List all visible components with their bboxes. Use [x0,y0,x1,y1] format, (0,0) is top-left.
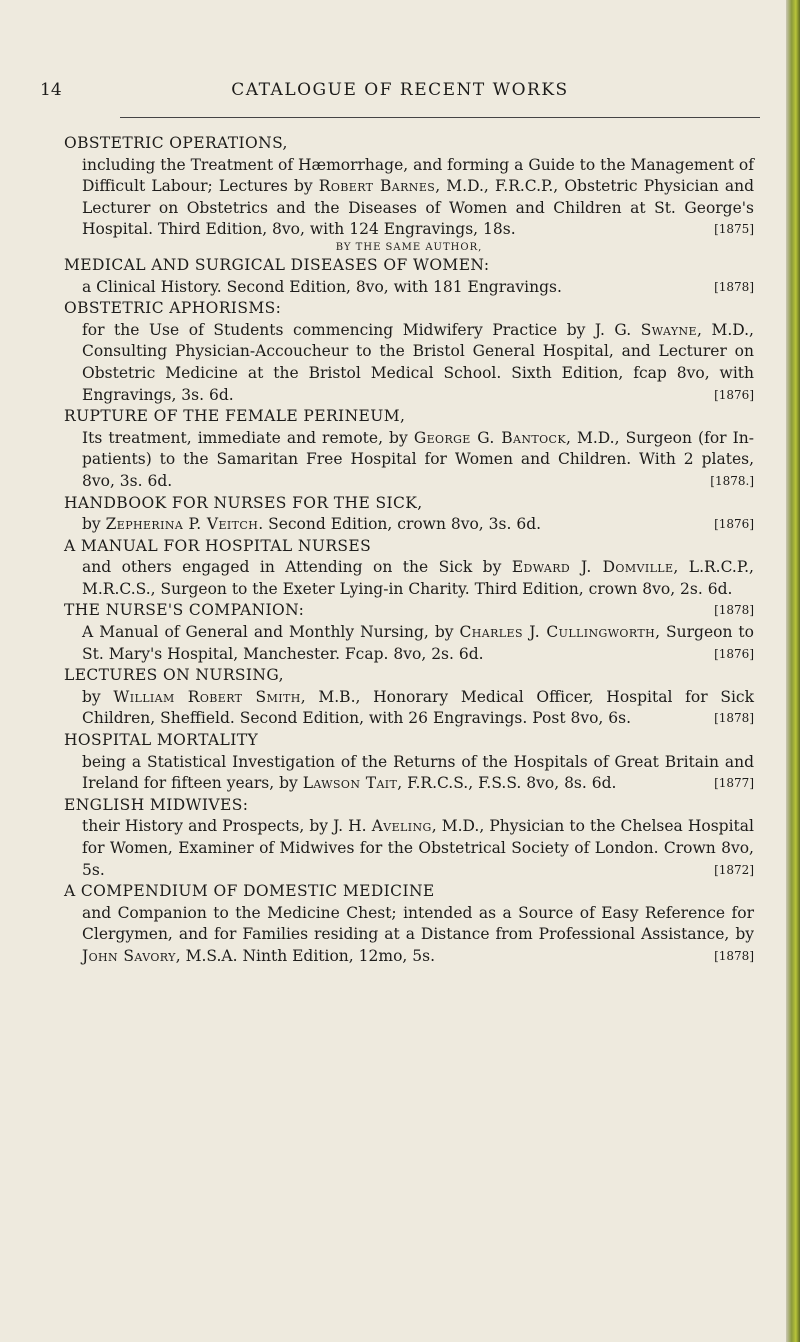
publication-year: [1876] [714,387,754,402]
publication-year: [1875] [714,222,754,237]
entry-text: . Second Edition, crown 8vo, 3s. 6d. [258,515,542,534]
entry-description [64,320,754,406]
entry-title: A COMPENDIUM OF DOMESTIC MEDICINE [64,882,435,901]
entry-title: A MANUAL FOR HOSPITAL NURSES [64,536,372,555]
entry-text: Its treatment, immediate and remote, by [82,428,414,447]
catalogue-entry [64,298,754,406]
running-title: CATALOGUE OF RECENT WORKS [231,80,569,100]
entry-title: OBSTETRIC OPERATIONS, [64,134,288,152]
entry-description [64,687,754,730]
entry-text: , M.D., Physician to the Chelsea Hospital for Women, Examiner of Midwives for the Obstetrical Society of London. Crown 8vo, 5s. [82,817,754,879]
entry-description [64,816,754,881]
entry-description [64,514,754,536]
publication-year: [1877] [714,776,754,791]
entry-text: including the Treatment of Hæmorrhage, and forming a Guide to the Management of Difficult Labour; Lectures by [82,155,754,196]
catalogue-entry [64,255,754,298]
same-author-note: BY THE SAME AUTHOR, [335,241,483,253]
entry-text: , M.D., Surgeon (for In-patients) to the Samaritan Free Hospital for Women and Children. With 2 plates, 8vo, 3s. 6d. [82,428,754,490]
entry-text: and Companion to the Medicine Chest; intended as a Source of Easy Reference for Clergymen, and for Families residing at a Distance from Professional Assistance, by [82,903,754,944]
entry-title: THE NURSE'S COMPANION: [64,601,305,620]
entry-text: their History and Prospects, by J. H. [82,817,372,836]
catalogue-entry [64,493,754,536]
publication-year: [1872] [714,862,754,877]
author-name: Edward J. Domville [511,558,674,577]
author-name: Robert Barnes [318,177,436,196]
publication-year: [1878] [714,948,754,963]
author-name: Aveling [371,817,432,836]
entry-description [64,155,754,241]
entry-text: being a Statistical Investigation of the Returns of the Hospitals of Great Britain and Ireland for fifteen years, by [82,752,754,793]
publication-year: [1878] [714,279,754,294]
author-name: George G. Bantock [413,428,566,447]
author-name: William Robert Smith [113,687,301,706]
catalogue-entry [64,133,754,255]
entry-text: by [82,515,106,534]
author-name: Charles J. Cullingworth [459,623,656,642]
catalogue-entry [64,730,754,795]
entry-description [64,277,754,299]
entry-title: LECTURES ON NURSING, [64,666,284,685]
entry-description [64,903,754,968]
entry-text: , F.R.C.S., F.S.S. 8vo, 8s. 6d. [397,774,617,793]
entry-text: , Surgeon to St. Mary's Hospital, Manchester. Fcap. 8vo, 2s. 6d. [82,623,754,663]
catalogue-entry [64,881,754,967]
page-number: 14 [40,80,62,100]
catalogue-entry [64,600,754,665]
catalogue-entry [64,665,754,730]
entry-title: OBSTETRIC APHORISMS: [64,299,282,318]
page-edge [786,0,800,1342]
entry-text: , M.S.A. Ninth Edition, 12mo, 5s. [175,946,435,965]
author-name: Swayne [640,320,697,339]
publication-year: [1876] [714,517,754,532]
entry-title: ENGLISH MIDWIVES: [64,795,249,814]
catalogue-entry [64,795,754,881]
entry-title: HANDBOOK FOR NURSES FOR THE SICK, [64,493,423,512]
publication-year: [1878] [714,603,754,618]
catalogue-entries [64,133,754,968]
catalogue-entry [64,406,754,492]
author-name: Zepherina P. Veitch [105,515,259,534]
entry-title: MEDICAL AND SURGICAL DISEASES OF WOMEN: [64,255,490,274]
entry-description [64,428,754,493]
publication-year: [1876] [714,646,754,661]
author-name: Lawson Tait [302,774,398,793]
author-name: John Savory [82,946,176,965]
entry-title: HOSPITAL MORTALITY [64,731,259,750]
header-rule [120,117,760,118]
entry-text: a Clinical History. Second Edition, 8vo, with 181 Engravings. [82,277,562,296]
entry-text: A Manual of General and Monthly Nursing, by [82,623,460,642]
entry-description [64,622,754,665]
entry-text: , L.R.C.P., M.R.C.S., Surgeon to the Exeter Lying-in Charity. Third Edition, crown 8vo, 2s. 6d. [82,558,754,598]
publication-year: [1878] [714,711,754,726]
entry-description [64,752,754,795]
running-head [40,80,760,110]
publication-year: [1878.] [710,473,754,488]
entry-text: for the Use of Students commencing Midwifery Practice by J. G. [82,320,641,339]
entry-text: , M.D., F.R.C.P., Obstetric Physician and Lecturer on Obstetrics and the Diseases of Women and Children at St. George's Hospital. Third Edition, 8vo, with 124 Engravings, 18s. [82,177,754,239]
entry-text: and others engaged in Attending on the Sick by [82,558,512,577]
entry-text: , M.D., Consulting Physician-Accoucheur to the Bristol General Hospital, and Lecturer on Obstetric Medicine at the Bristol Medical School. Sixth Edition, fcap 8vo, with Engravings, 3s. 6d. [82,320,754,404]
entry-title: RUPTURE OF THE FEMALE PERINEUM, [64,407,406,426]
entry-text: , M.B., Honorary Medical Officer, Hospital for Sick Children, Sheffield. Second Edition, with 26 Engravings. Post 8vo, 6s. [82,687,755,728]
entry-text: by [82,687,114,706]
